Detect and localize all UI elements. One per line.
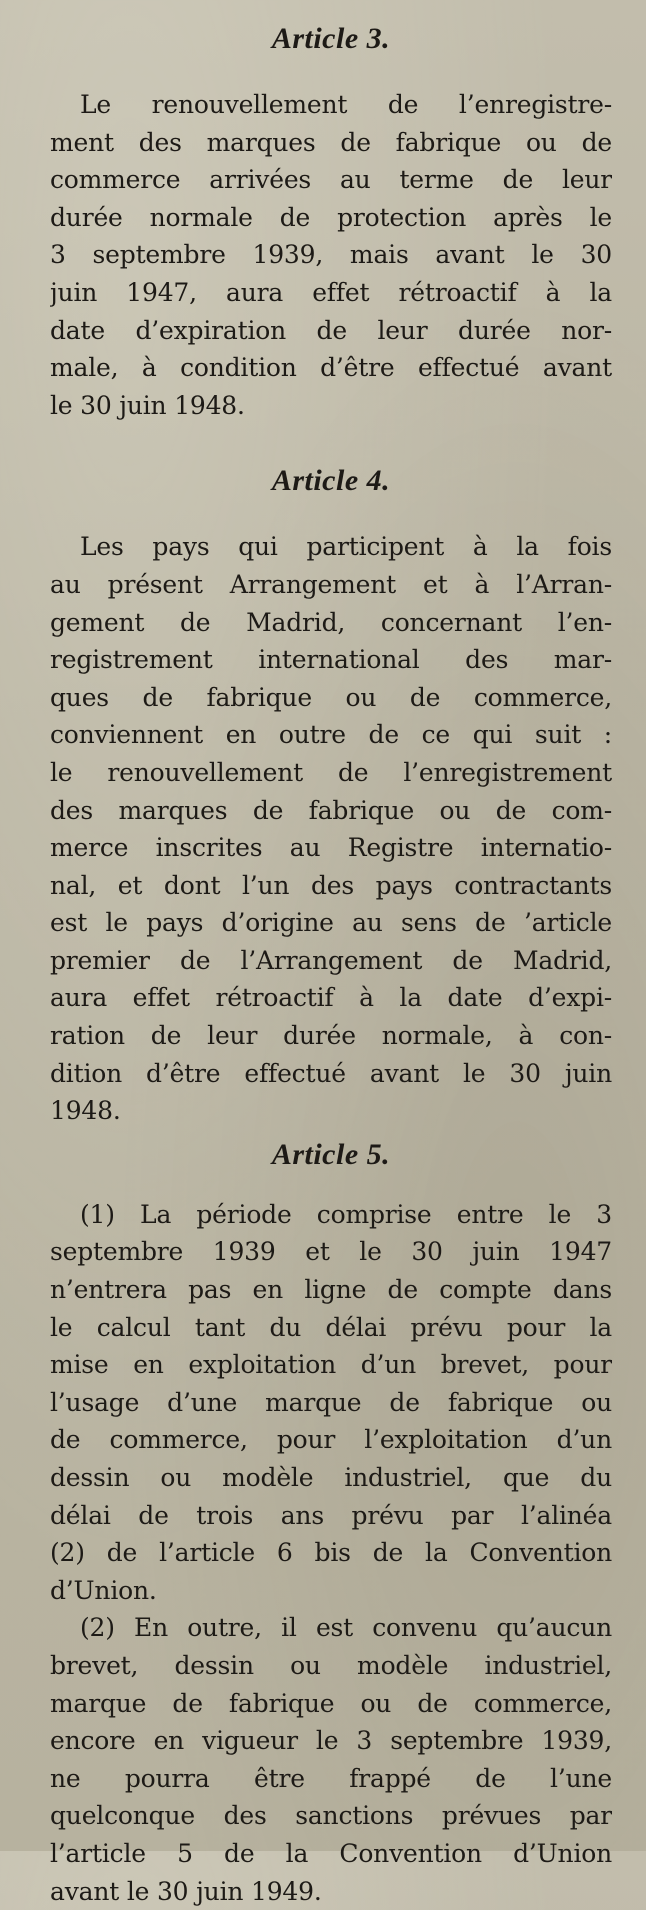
text-line: aura effet rétroactif à la date d’expi- bbox=[50, 983, 612, 1013]
text-line: de commerce, pour l’exploitation d’un bbox=[50, 1425, 612, 1455]
article-3-title: Article 3. bbox=[271, 22, 391, 55]
text-line: 3 septembre 1939, mais avant le 30 bbox=[50, 240, 612, 270]
article-3-paragraph bbox=[50, 86, 612, 424]
article-5-paragraph-2 bbox=[50, 1609, 612, 1910]
text-line: (1) La période comprise entre le 3 bbox=[80, 1199, 612, 1229]
text-line: l’usage d’une marque de fabrique ou bbox=[50, 1387, 612, 1417]
text-line: le renouvellement de l’enregistrement bbox=[50, 757, 612, 787]
text-line: merce inscrites au Registre internatio- bbox=[50, 833, 612, 863]
text-line: registrement international des mar- bbox=[50, 645, 612, 675]
text-line: n’entrera pas en ligne de compte dans bbox=[50, 1275, 612, 1305]
article-4-title: Article 4. bbox=[271, 464, 391, 498]
text-line: des marques de fabrique ou de com- bbox=[50, 795, 612, 825]
text-line: (2) de l’article 6 bis de la Convention bbox=[50, 1538, 612, 1568]
text-line: septembre 1939 et le 30 juin 1947 bbox=[50, 1237, 612, 1267]
article-4-paragraph bbox=[50, 528, 612, 1130]
text-line: ment des marques de fabrique ou de bbox=[50, 127, 612, 157]
text-line: délai de trois ans prévu par l’alinéa bbox=[50, 1500, 612, 1530]
text-line: d’Union. bbox=[50, 1575, 157, 1605]
text-line: avant le 30 juin 1949. bbox=[50, 1876, 322, 1906]
text-line: male, à condition d’être effectué avant bbox=[50, 353, 612, 383]
text-line: le 30 juin 1948. bbox=[50, 390, 245, 420]
text-line: (2) En outre, il est convenu qu’aucun bbox=[80, 1613, 612, 1643]
text-line: brevet, dessin ou modèle industriel, bbox=[50, 1650, 612, 1680]
text-line: encore en vigueur le 3 septembre 1939, bbox=[50, 1726, 612, 1756]
text-line: marque de fabrique ou de commerce, bbox=[50, 1688, 612, 1718]
article-5-paragraph-1 bbox=[50, 1196, 612, 1610]
text-line: mise en exploitation d’un brevet, pour bbox=[50, 1350, 612, 1380]
text-line: quelconque des sanctions prévues par bbox=[50, 1801, 612, 1831]
text-line: gement de Madrid, concernant l’en- bbox=[50, 607, 612, 637]
text-line: date d’expiration de leur durée nor- bbox=[50, 315, 612, 345]
text-line: ques de fabrique ou de commerce, bbox=[50, 682, 612, 712]
text-line: conviennent en outre de ce qui suit : bbox=[50, 720, 612, 750]
text-line: commerce arrivées au terme de leur bbox=[50, 165, 612, 195]
text-line: Les pays qui participent à la fois bbox=[80, 532, 612, 562]
text-line: dition d’être effectué avant le 30 juin bbox=[50, 1058, 612, 1088]
text-line: l’article 5 de la Convention d’Union bbox=[50, 1838, 612, 1868]
text-line: Le renouvellement de l’enregistre- bbox=[80, 90, 612, 119]
text-line: dessin ou modèle industriel, que du bbox=[50, 1463, 612, 1492]
text-line: ne pourra être frappé de l’une bbox=[50, 1763, 612, 1793]
text-line: 1948. bbox=[50, 1096, 121, 1126]
text-line: ration de leur durée normale, à con- bbox=[50, 1021, 612, 1051]
text-line: nal, et dont l’un des pays contractants bbox=[50, 870, 612, 900]
text-line: le calcul tant du délai prévu pour la bbox=[50, 1312, 612, 1342]
text-line: est le pays d’origine au sens de ’article bbox=[50, 908, 612, 938]
text-line: durée normale de protection après le bbox=[50, 202, 612, 232]
text-line: au présent Arrangement et à l’Arran- bbox=[50, 569, 612, 599]
article-5-title: Article 5. bbox=[271, 1137, 391, 1171]
text-line: premier de l’Arrangement de Madrid, bbox=[50, 945, 612, 975]
text-line: juin 1947, aura effet rétroactif à la bbox=[50, 277, 612, 307]
